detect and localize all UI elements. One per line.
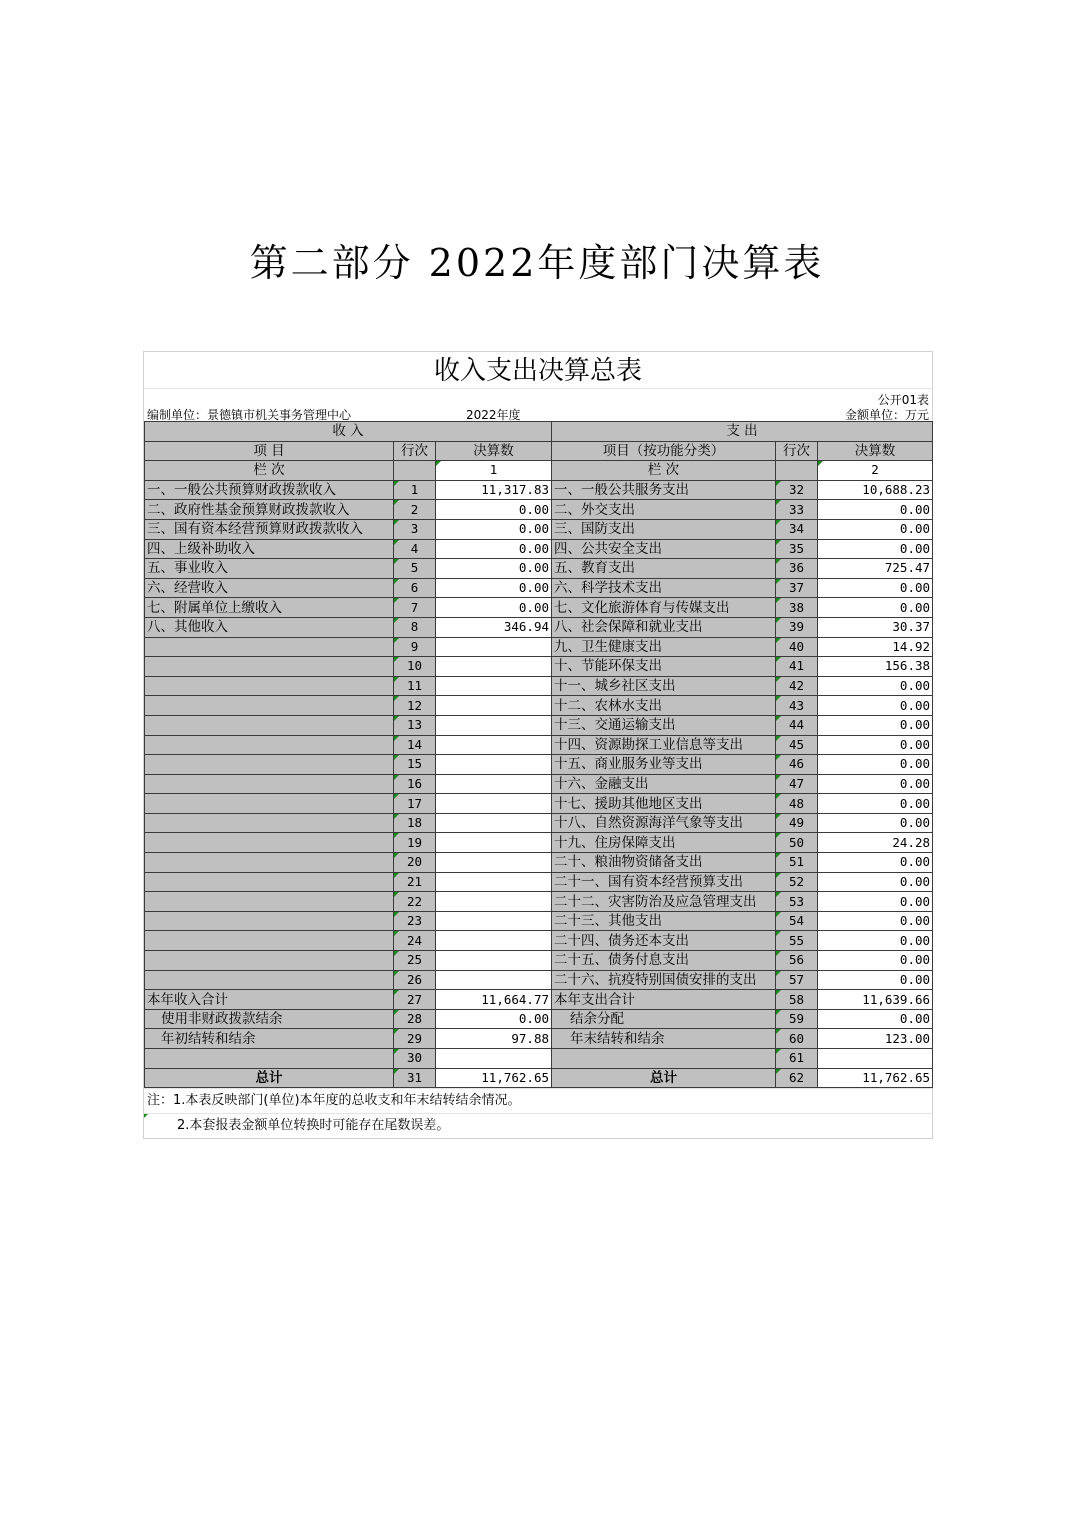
income-amount	[436, 951, 552, 971]
table-row	[145, 794, 933, 814]
grand-income-line: 31	[394, 1068, 436, 1088]
expense-amount: 0.00	[818, 598, 933, 618]
income-item: 一、一般公共预算财政拨款收入	[145, 480, 394, 500]
sheet-title: 收入支出决算总表	[144, 352, 932, 389]
income-amount	[436, 872, 552, 892]
income-line: 3	[394, 519, 436, 539]
table-body	[145, 480, 933, 989]
income-item: 二、政府性基金预算财政拨款收入	[145, 500, 394, 520]
income-line: 11	[394, 676, 436, 696]
expense-amount: 0.00	[818, 892, 933, 912]
table-row	[145, 872, 933, 892]
income-item: 五、事业收入	[145, 559, 394, 579]
expense-line: 33	[776, 500, 818, 520]
expense-item: 一、一般公共服务支出	[552, 480, 776, 500]
blank-ex-label	[552, 1049, 776, 1069]
expense-line-header: 行次	[776, 441, 818, 461]
income-amount: 0.00	[436, 519, 552, 539]
income-line: 13	[394, 715, 436, 735]
table-row	[145, 755, 933, 775]
expense-line: 55	[776, 931, 818, 951]
expense-item: 十八、自然资源海洋气象等支出	[552, 813, 776, 833]
income-line: 16	[394, 774, 436, 794]
reporting-unit: 编制单位：景德镇市机关事务管理中心	[147, 408, 352, 422]
expense-amount: 14.92	[818, 637, 933, 657]
income-amount: 0.00	[436, 539, 552, 559]
income-line: 22	[394, 892, 436, 912]
expense-item: 十六、金融支出	[552, 774, 776, 794]
income-line: 25	[394, 951, 436, 971]
summary-table	[144, 421, 933, 1088]
expense-amount: 10,688.23	[818, 480, 933, 500]
income-item: 七、附属单位上缴收入	[145, 598, 394, 618]
income-item	[145, 853, 394, 873]
income-item	[145, 774, 394, 794]
end-balance-amount: 123.00	[818, 1029, 933, 1049]
income-amount	[436, 637, 552, 657]
expense-line: 54	[776, 911, 818, 931]
nonfiscal-label: 使用非财政拨款结余	[145, 1009, 394, 1029]
income-item: 三、国有资本经营预算财政拨款收入	[145, 519, 394, 539]
table-row	[145, 500, 933, 520]
income-amount	[436, 755, 552, 775]
table-row	[145, 911, 933, 931]
expense-amount: 0.00	[818, 519, 933, 539]
begin-balance-label: 年初结转和结余	[145, 1029, 394, 1049]
income-line: 10	[394, 657, 436, 677]
money-unit: 金额单位：万元	[844, 408, 929, 422]
table-row	[145, 480, 933, 500]
table-row	[145, 539, 933, 559]
expense-line: 56	[776, 951, 818, 971]
expense-amount: 0.00	[818, 911, 933, 931]
expense-item: 十、节能环保支出	[552, 657, 776, 677]
year-expense-label: 本年支出合计	[552, 990, 776, 1010]
table-row	[145, 1068, 933, 1088]
income-amount: 0.00	[436, 559, 552, 579]
grand-income-label: 总计	[145, 1068, 394, 1088]
income-amount	[436, 676, 552, 696]
income-amount: 0.00	[436, 598, 552, 618]
income-line: 20	[394, 853, 436, 873]
begin-balance-line: 29	[394, 1029, 436, 1049]
expense-item: 十七、援助其他地区支出	[552, 794, 776, 814]
table-row	[145, 559, 933, 579]
table-row	[145, 833, 933, 853]
expense-item: 七、文化旅游体育与传媒支出	[552, 598, 776, 618]
table-row	[145, 657, 933, 677]
income-line: 23	[394, 911, 436, 931]
table-row	[145, 931, 933, 951]
expense-amount: 0.00	[818, 696, 933, 716]
expense-item: 二十五、债务付息支出	[552, 951, 776, 971]
table-row	[145, 774, 933, 794]
blank-ex-line: 61	[776, 1049, 818, 1069]
year-expense-amount: 11,639.66	[818, 990, 933, 1010]
expense-line: 36	[776, 559, 818, 579]
blank-in-amount	[436, 1049, 552, 1069]
income-amount-header: 决算数	[436, 441, 552, 461]
surplus-alloc-line: 59	[776, 1009, 818, 1029]
income-line: 5	[394, 559, 436, 579]
expense-line: 46	[776, 755, 818, 775]
expense-line: 43	[776, 696, 818, 716]
table-row	[145, 1029, 933, 1049]
expense-line: 44	[776, 715, 818, 735]
income-amount: 346.94	[436, 617, 552, 637]
expense-line: 41	[776, 657, 818, 677]
expense-line: 38	[776, 598, 818, 618]
expense-item: 十九、住房保障支出	[552, 833, 776, 853]
expense-item: 二十一、国有资本经营预算支出	[552, 872, 776, 892]
expense-item: 九、卫生健康支出	[552, 637, 776, 657]
expense-amount: 0.00	[818, 500, 933, 520]
note-1: 注：1.本表反映部门(单位)本年度的总收支和年末结转结余情况。	[144, 1088, 932, 1113]
income-item	[145, 951, 394, 971]
expense-col-index: 2	[818, 461, 933, 481]
blank-in-line: 30	[394, 1049, 436, 1069]
expense-line: 39	[776, 617, 818, 637]
expense-amount: 24.28	[818, 833, 933, 853]
expense-col-blank	[776, 461, 818, 481]
expense-amount: 0.00	[818, 931, 933, 951]
income-item	[145, 813, 394, 833]
fiscal-year: 2022年度	[466, 408, 521, 422]
table-row	[145, 970, 933, 990]
income-amount	[436, 813, 552, 833]
expense-line: 53	[776, 892, 818, 912]
expense-line: 51	[776, 853, 818, 873]
year-income-line: 27	[394, 990, 436, 1010]
table-code: 公开01表	[877, 393, 929, 407]
income-line: 12	[394, 696, 436, 716]
expense-item: 二十、粮油物资储备支出	[552, 853, 776, 873]
income-amount	[436, 970, 552, 990]
table-row	[145, 735, 933, 755]
income-item	[145, 676, 394, 696]
table-row	[145, 715, 933, 735]
income-line-header: 行次	[394, 441, 436, 461]
income-item	[145, 755, 394, 775]
header-row-columns	[145, 441, 933, 461]
year-income-label: 本年收入合计	[145, 990, 394, 1010]
income-item	[145, 735, 394, 755]
nonfiscal-amount: 0.00	[436, 1009, 552, 1029]
income-col-index: 1	[436, 461, 552, 481]
table-row	[145, 519, 933, 539]
table-row	[145, 598, 933, 618]
income-item-header: 项 目	[145, 441, 394, 461]
table-row	[145, 578, 933, 598]
income-line: 4	[394, 539, 436, 559]
header-row-section	[145, 422, 933, 442]
income-item	[145, 794, 394, 814]
grand-expense-label: 总计	[552, 1068, 776, 1088]
expense-line: 57	[776, 970, 818, 990]
income-amount	[436, 774, 552, 794]
header-row-index	[145, 461, 933, 481]
income-line: 15	[394, 755, 436, 775]
income-line: 18	[394, 813, 436, 833]
income-amount	[436, 911, 552, 931]
expense-amount: 725.47	[818, 559, 933, 579]
table-row	[145, 813, 933, 833]
expense-amount: 0.00	[818, 853, 933, 873]
table-row	[145, 696, 933, 716]
expense-amount-header: 决算数	[818, 441, 933, 461]
expense-item: 二十二、灾害防治及应急管理支出	[552, 892, 776, 912]
expense-amount: 0.00	[818, 774, 933, 794]
income-line: 26	[394, 970, 436, 990]
expense-line: 50	[776, 833, 818, 853]
expense-item: 二十三、其他支出	[552, 911, 776, 931]
expense-amount: 0.00	[818, 755, 933, 775]
expense-amount: 0.00	[818, 539, 933, 559]
blank-ex-amount	[818, 1049, 933, 1069]
income-amount: 0.00	[436, 578, 552, 598]
table-row	[145, 1009, 933, 1029]
income-item	[145, 872, 394, 892]
income-amount: 0.00	[436, 500, 552, 520]
income-col-blank	[394, 461, 436, 481]
expense-amount: 30.37	[818, 617, 933, 637]
expense-amount: 0.00	[818, 951, 933, 971]
expense-line: 37	[776, 578, 818, 598]
table-row	[145, 951, 933, 971]
expense-item: 二十六、抗疫特别国债安排的支出	[552, 970, 776, 990]
income-amount	[436, 931, 552, 951]
end-balance-label: 年末结转和结余	[552, 1029, 776, 1049]
expense-line: 40	[776, 637, 818, 657]
income-line: 8	[394, 617, 436, 637]
expense-item: 十四、资源勘探工业信息等支出	[552, 735, 776, 755]
income-item: 八、其他收入	[145, 617, 394, 637]
summary-sheet	[143, 351, 933, 1139]
table-row	[145, 617, 933, 637]
table-row	[145, 853, 933, 873]
income-item	[145, 715, 394, 735]
surplus-alloc-label: 结余分配	[552, 1009, 776, 1029]
expense-line: 48	[776, 794, 818, 814]
expense-line: 32	[776, 480, 818, 500]
table-row	[145, 637, 933, 657]
income-line: 1	[394, 480, 436, 500]
expense-line: 42	[776, 676, 818, 696]
expense-amount: 0.00	[818, 676, 933, 696]
expense-item: 八、社会保障和就业支出	[552, 617, 776, 637]
income-line: 9	[394, 637, 436, 657]
expense-item: 十一、城乡社区支出	[552, 676, 776, 696]
income-amount	[436, 715, 552, 735]
income-item	[145, 970, 394, 990]
income-item	[145, 892, 394, 912]
income-line: 14	[394, 735, 436, 755]
grand-income-amount: 11,762.65	[436, 1068, 552, 1088]
income-item: 六、经营收入	[145, 578, 394, 598]
blank-in-label	[145, 1049, 394, 1069]
expense-item: 二、外交支出	[552, 500, 776, 520]
income-line: 19	[394, 833, 436, 853]
income-item	[145, 931, 394, 951]
surplus-alloc-amount: 0.00	[818, 1009, 933, 1029]
end-balance-line: 60	[776, 1029, 818, 1049]
expense-amount: 0.00	[818, 872, 933, 892]
year-income-amount: 11,664.77	[436, 990, 552, 1010]
expense-item: 二十四、债务还本支出	[552, 931, 776, 951]
income-col-label: 栏 次	[145, 461, 394, 481]
note-2: 2.本套报表金额单位转换时可能存在尾数误差。	[144, 1113, 932, 1138]
income-amount	[436, 657, 552, 677]
expense-amount: 0.00	[818, 794, 933, 814]
income-amount	[436, 696, 552, 716]
income-item	[145, 637, 394, 657]
expense-line: 52	[776, 872, 818, 892]
income-amount	[436, 853, 552, 873]
income-amount: 11,317.83	[436, 480, 552, 500]
income-amount	[436, 833, 552, 853]
income-line: 24	[394, 931, 436, 951]
income-amount	[436, 794, 552, 814]
sheet-meta	[144, 389, 932, 421]
expense-col-label: 栏 次	[552, 461, 776, 481]
expense-item: 十五、商业服务业等支出	[552, 755, 776, 775]
expense-amount: 0.00	[818, 813, 933, 833]
expense-item: 五、教育支出	[552, 559, 776, 579]
table-row	[145, 892, 933, 912]
income-item	[145, 833, 394, 853]
expense-line: 49	[776, 813, 818, 833]
expense-item-header: 项目（按功能分类）	[552, 441, 776, 461]
expense-header: 支 出	[552, 422, 933, 442]
income-amount	[436, 892, 552, 912]
nonfiscal-line: 28	[394, 1009, 436, 1029]
expense-item: 四、公共安全支出	[552, 539, 776, 559]
expense-amount: 0.00	[818, 578, 933, 598]
totals-body	[145, 990, 933, 1088]
income-line: 6	[394, 578, 436, 598]
grand-expense-amount: 11,762.65	[818, 1068, 933, 1088]
income-line: 21	[394, 872, 436, 892]
table-row	[145, 1049, 933, 1069]
income-line: 2	[394, 500, 436, 520]
year-expense-line: 58	[776, 990, 818, 1010]
table-row	[145, 676, 933, 696]
expense-amount: 0.00	[818, 970, 933, 990]
expense-line: 45	[776, 735, 818, 755]
expense-amount: 156.38	[818, 657, 933, 677]
income-item	[145, 657, 394, 677]
income-item	[145, 911, 394, 931]
income-amount	[436, 735, 552, 755]
income-header: 收 入	[145, 422, 552, 442]
income-line: 7	[394, 598, 436, 618]
expense-item: 十三、交通运输支出	[552, 715, 776, 735]
income-item	[145, 696, 394, 716]
table-row	[145, 990, 933, 1010]
grand-expense-line: 62	[776, 1068, 818, 1088]
expense-item: 六、科学技术支出	[552, 578, 776, 598]
income-item: 四、上级补助收入	[145, 539, 394, 559]
expense-line: 47	[776, 774, 818, 794]
expense-line: 34	[776, 519, 818, 539]
expense-amount: 0.00	[818, 735, 933, 755]
expense-item: 三、国防支出	[552, 519, 776, 539]
begin-balance-amount: 97.88	[436, 1029, 552, 1049]
expense-amount: 0.00	[818, 715, 933, 735]
expense-line: 35	[776, 539, 818, 559]
income-line: 17	[394, 794, 436, 814]
page-heading: 第二部分 2022年度部门决算表	[249, 241, 825, 285]
expense-item: 十二、农林水支出	[552, 696, 776, 716]
